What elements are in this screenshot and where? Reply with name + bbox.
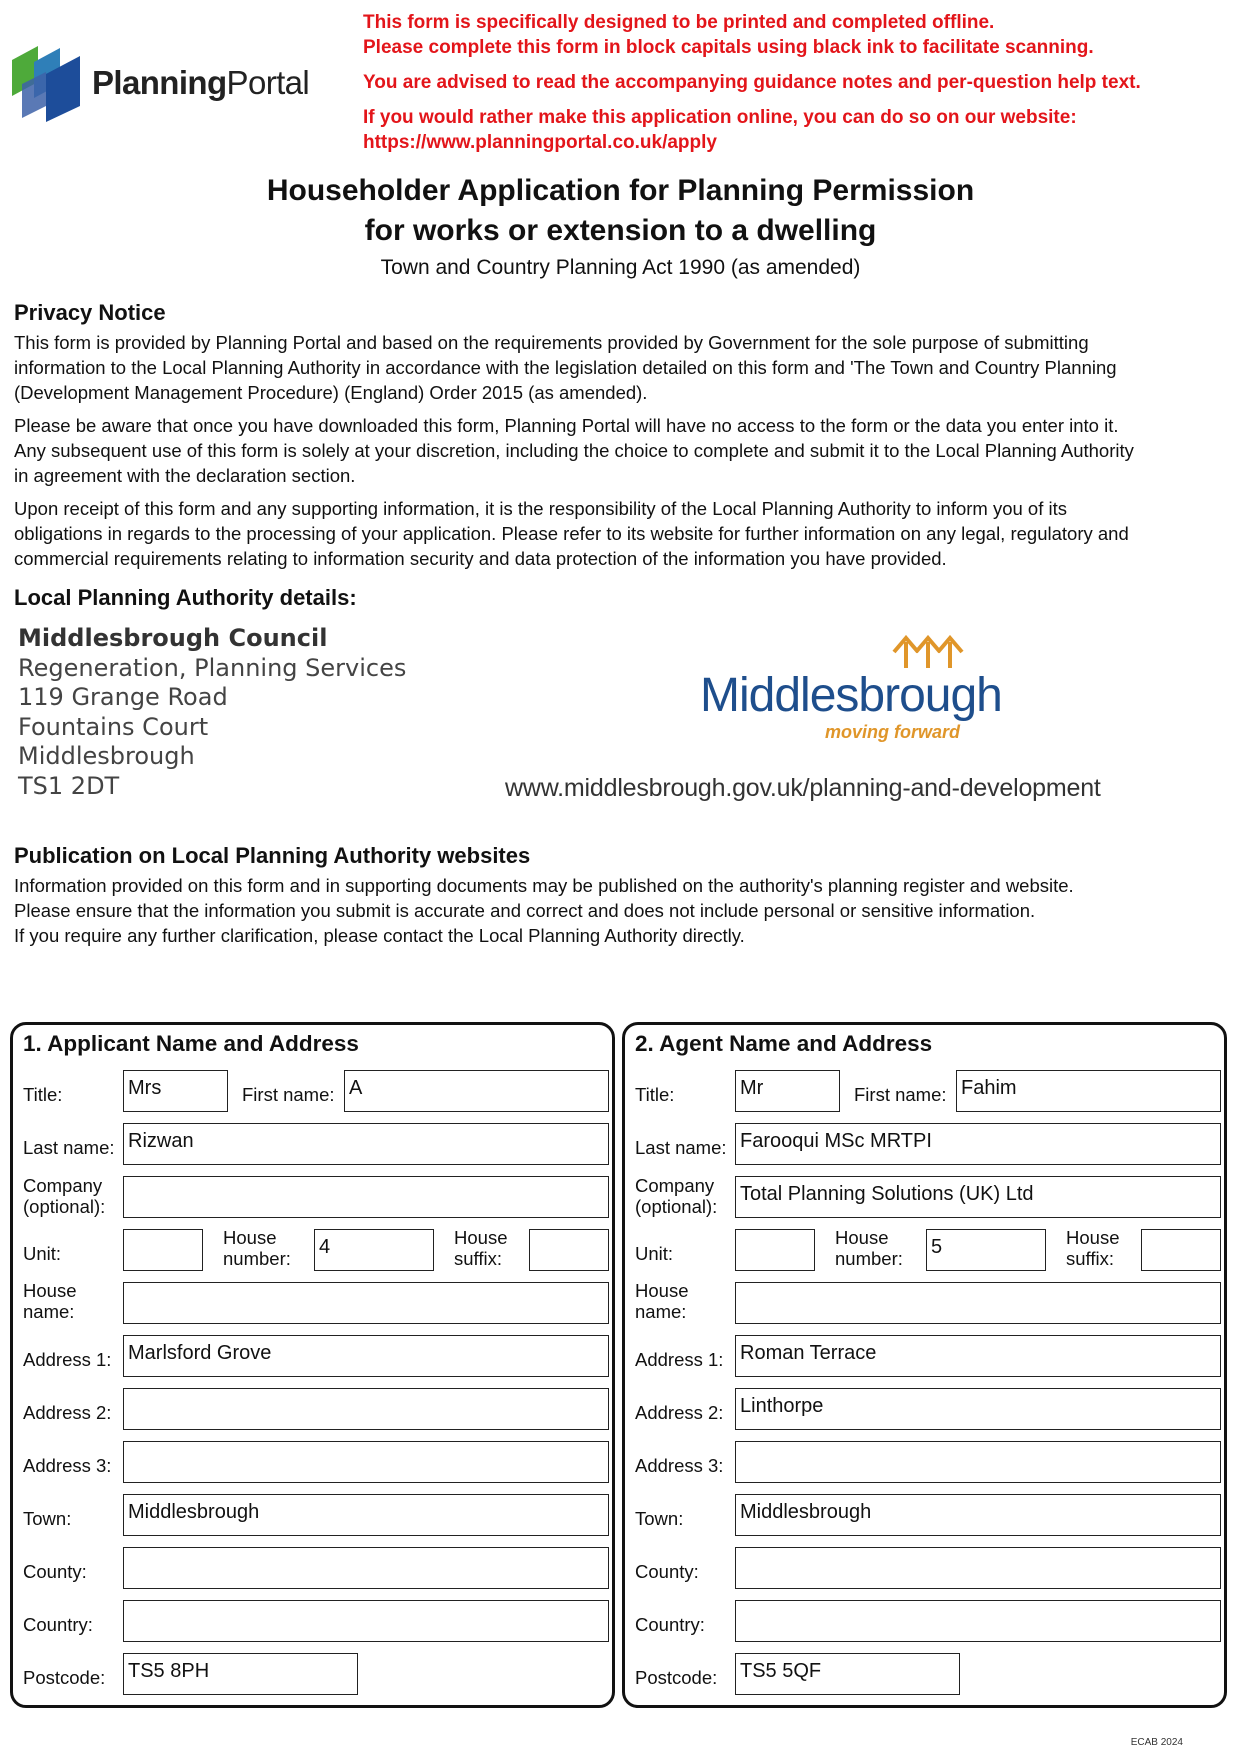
form-title-line1: Householder Application for Planning Permission xyxy=(266,174,975,207)
middlesbrough-logo xyxy=(700,630,1050,740)
applicant-company-field[interactable] xyxy=(123,1176,609,1218)
middlesbrough-wordmark: Middlesbrough xyxy=(700,669,1002,722)
county-label: County: xyxy=(635,1561,699,1582)
applicant-town-field[interactable]: Middlesbrough xyxy=(123,1494,609,1536)
agent-country-field[interactable] xyxy=(735,1600,1221,1642)
agent-town-field[interactable]: Middlesbrough xyxy=(735,1494,1221,1536)
publication-text: Information provided on this form and in supporting documents may be published on the authority's planning register and website. Please ensure that the information you submit is accurate and correct and does not include personal or sensitive information. If you require any further clarification, please contact the Local Planning Authority directly. xyxy=(14,875,1074,946)
house-name-label: House name: xyxy=(23,1280,77,1322)
house-number-label: House number: xyxy=(835,1227,903,1269)
lpa-address-line: Regeneration, Planning Services xyxy=(18,653,407,682)
house-suffix-label: House suffix: xyxy=(454,1227,508,1269)
planning-portal-mark-icon xyxy=(10,44,84,124)
address3-label: Address 3: xyxy=(635,1455,724,1476)
agent-postcode-field[interactable]: TS5 5QF xyxy=(735,1653,960,1695)
agent-company-field[interactable]: Total Planning Solutions (UK) Ltd xyxy=(735,1176,1221,1218)
applicant-title-field[interactable]: Mrs xyxy=(123,1070,228,1112)
privacy-paragraph-2: Please be aware that once you have downloaded this form, Planning Portal will have no access to the form or the data you enter into it. Any subsequent use of this form is solely at your discretion, including the choice to complete and submit it to the Local Planning Authority in agreement with the declaration section. xyxy=(14,415,1134,486)
applicant-house-number-field[interactable]: 4 xyxy=(314,1229,434,1271)
applicant-address3-field[interactable] xyxy=(123,1441,609,1483)
logo-text-light: Portal xyxy=(226,64,310,101)
last-name-label: Last name: xyxy=(23,1137,115,1158)
applicant-unit-field[interactable] xyxy=(123,1229,203,1271)
lpa-address-line: Middlesbrough Council xyxy=(18,624,328,652)
agent-address3-field[interactable] xyxy=(735,1441,1221,1483)
county-label: County: xyxy=(23,1561,87,1582)
applicant-house-suffix-field[interactable] xyxy=(529,1229,609,1271)
lpa-address-line: Fountains Court xyxy=(18,712,209,741)
logo-text-bold: Planning xyxy=(92,64,227,101)
applicant-last-name-field[interactable]: Rizwan xyxy=(123,1123,609,1165)
form-title-line2: for works or extension to a dwelling xyxy=(364,214,877,247)
title-label: Title: xyxy=(23,1084,63,1105)
agent-first-name-field[interactable]: Fahim xyxy=(956,1070,1221,1112)
company-label: Company (optional): xyxy=(635,1175,718,1217)
postcode-label: Postcode: xyxy=(23,1667,106,1688)
agent-county-field[interactable] xyxy=(735,1547,1221,1589)
agent-address1-field[interactable]: Roman Terrace xyxy=(735,1335,1221,1377)
unit-label: Unit: xyxy=(23,1243,62,1264)
town-label: Town: xyxy=(635,1508,684,1529)
form-code: ECAB 2024 xyxy=(1130,1737,1183,1748)
lpa-heading: Local Planning Authority details: xyxy=(14,585,357,610)
roof-arrows-icon xyxy=(890,630,970,670)
agent-panel xyxy=(622,1022,1227,1708)
company-label: Company (optional): xyxy=(23,1175,106,1217)
notice-offline: This form is specifically designed to be printed and completed offline. xyxy=(363,12,995,33)
privacy-paragraph-3: Upon receipt of this form and any supporting information, it is the responsibility of the Local Planning Authority to inform you of its obligations in regards to the processing of your application. Please refer to its website for further information on any legal, regulatory and commercial requirements relating to information security and data protection of the information you have provided. xyxy=(14,498,1129,569)
country-label: Country: xyxy=(635,1614,705,1635)
privacy-paragraph-1: This form is provided by Planning Portal and based on the requirements provided by Government for the sole purpose of submitting information to the Local Planning Authority in accordance with the legislation detailed on this form and 'The Town and Country Planning (Development Management Procedure) (England) Order 2015 (as amended). xyxy=(14,332,1117,403)
address1-label: Address 1: xyxy=(635,1349,724,1370)
applicant-address1-field[interactable]: Marlsford Grove xyxy=(123,1335,609,1377)
address2-label: Address 2: xyxy=(23,1402,112,1423)
agent-title-field[interactable]: Mr xyxy=(735,1070,840,1112)
agent-house-name-field[interactable] xyxy=(735,1282,1221,1324)
form-subtitle: Town and Country Planning Act 1990 (as amended) xyxy=(380,256,861,279)
applicant-address2-field[interactable] xyxy=(123,1388,609,1430)
address3-label: Address 3: xyxy=(23,1455,112,1476)
notice-guidance: You are advised to read the accompanying guidance notes and per-question help text. xyxy=(363,72,1141,93)
address1-label: Address 1: xyxy=(23,1349,112,1370)
lpa-address-line: Middlesbrough xyxy=(18,742,195,770)
planning-portal-logo xyxy=(10,44,320,124)
notice-block-capitals: Please complete this form in block capitals using black ink to facilitate scanning. xyxy=(363,37,1094,58)
agent-address2-field[interactable]: Linthorpe xyxy=(735,1388,1221,1430)
agent-section-title: 2. Agent Name and Address xyxy=(635,1031,933,1056)
notice-online: If you would rather make this application online, you can do so on our website: xyxy=(363,107,1077,128)
applicant-first-name-field[interactable]: A xyxy=(344,1070,609,1112)
agent-house-number-field[interactable]: 5 xyxy=(926,1229,1046,1271)
house-suffix-label: House suffix: xyxy=(1066,1227,1120,1269)
publication-heading: Publication on Local Planning Authority websites xyxy=(14,843,531,868)
address2-label: Address 2: xyxy=(635,1402,724,1423)
postcode-label: Postcode: xyxy=(635,1667,718,1688)
agent-unit-field[interactable] xyxy=(735,1229,815,1271)
privacy-heading: Privacy Notice xyxy=(14,300,166,325)
house-number-label: House number: xyxy=(223,1227,291,1269)
applicant-country-field[interactable] xyxy=(123,1600,609,1642)
applicant-county-field[interactable] xyxy=(123,1547,609,1589)
lpa-address-line: TS1 2DT xyxy=(18,771,120,800)
country-label: Country: xyxy=(23,1614,93,1635)
house-name-label: House name: xyxy=(635,1280,689,1322)
applicant-house-name-field[interactable] xyxy=(123,1282,609,1324)
applicant-postcode-field[interactable]: TS5 8PH xyxy=(123,1653,358,1695)
notice-url[interactable]: https://www.planningportal.co.uk/apply xyxy=(363,132,717,153)
applicant-panel xyxy=(10,1022,615,1708)
lpa-address-line: 119 Grange Road xyxy=(18,683,228,711)
unit-label: Unit: xyxy=(635,1243,674,1264)
agent-last-name-field[interactable]: Farooqui MSc MRTPI xyxy=(735,1123,1221,1165)
town-label: Town: xyxy=(23,1508,72,1529)
applicant-section-title: 1. Applicant Name and Address xyxy=(23,1031,359,1056)
middlesbrough-tagline: moving forward xyxy=(825,722,961,742)
lpa-website[interactable]: www.middlesbrough.gov.uk/planning-and-development xyxy=(505,774,1101,802)
first-name-label: First name: xyxy=(242,1084,335,1105)
lpa-address xyxy=(18,624,406,801)
first-name-label: First name: xyxy=(854,1084,947,1105)
last-name-label: Last name: xyxy=(635,1137,727,1158)
agent-house-suffix-field[interactable] xyxy=(1141,1229,1221,1271)
title-label: Title: xyxy=(635,1084,675,1105)
